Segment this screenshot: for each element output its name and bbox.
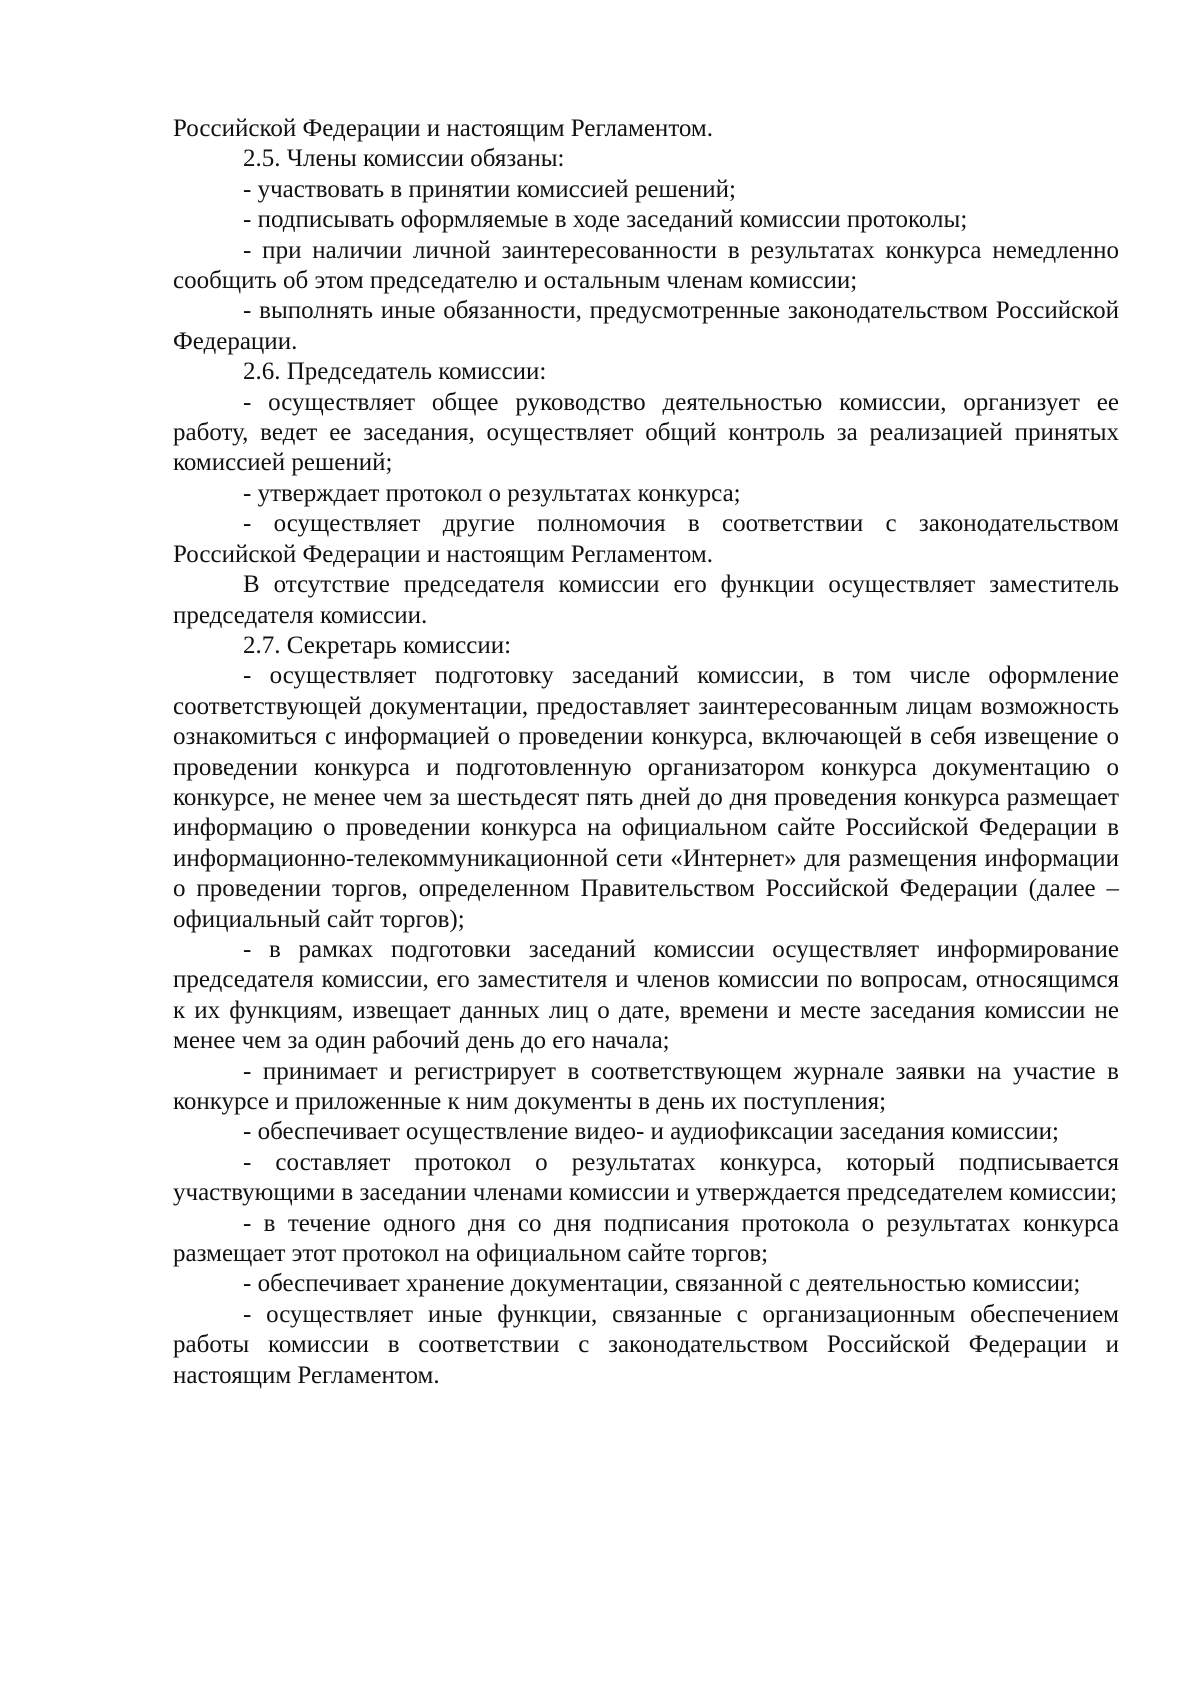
list-item: - осуществляет подготовку заседаний комиссии, в том числе оформление соответствующей документации, предоставляет заинтересованным лицам возможность ознакомиться с информацией о проведении конкурса, включающей в себя извещение о проведении конкурса и подготовленную организатором конкурса документацию о конкурсе, не менее чем за шестьдесят пять дней до дня проведения конкурса размещает информацию о проведении конкурса на официальном сайте Российской Федерации в информационно-телекоммуникационной сети «Интернет» для размещения информации о проведении торгов, определенном Правительством Российской Федерации (далее – официальный сайт торгов); [173,662,1119,933]
list-item: - при наличии личной заинтересованности в результатах конкурса немедленно сообщить об этом председателю и остальным членам комиссии; [173,236,1119,295]
list-item: - осуществляет иные функции, связанные с организационным обеспечением работы комиссии в соответствии с законодательством Российской Федерации и настоящим Регламентом. [173,1300,1119,1389]
list-item: - принимает и регистрирует в соответствующем журнале заявки на участие в конкурсе и приложенные к ним документы в день их поступления; [173,1057,1119,1115]
list-item: - участвовать в принятии комиссией решений; [243,175,736,203]
list-item: - осуществляет общее руководство деятельностью комиссии, организует ее работу, ведет ее заседания, осуществляет общий контроль за реализацией принятых комиссией решений; [173,388,1119,477]
list-item: - осуществляет другие полномочия в соответствии с законодательством Российской Федерации и настоящим Регламентом. [173,510,1119,568]
list-item: - в рамках подготовки заседаний комиссии осуществляет информирование председателя комиссии, его заместителя и членов комиссии по вопросам, относящимся к их функциям, извещает данных лиц о дате, времени и месте заседания комиссии не менее чем за один рабочий день до его начала; [173,935,1119,1055]
list-item: - обеспечивает хранение документации, связанной с деятельностью комиссии; [243,1270,1081,1298]
list-item: - подписывать оформляемые в ходе заседаний комиссии протоколы; [243,206,968,234]
document-page [173,114,1119,1391]
list-item: - выполнять иные обязанности, предусмотренные законодательством Российской Федерации. [173,297,1119,355]
list-item: - в течение одного дня со дня подписания протокола о результатах конкурса размещает этот протокол на официальном сайте торгов; [173,1209,1119,1268]
paragraph: В отсутствие председателя комиссии его функции осуществляет заместитель председателя комиссии. [173,571,1119,629]
list-item: - утверждает протокол о результатах конкурса; [243,479,741,507]
paragraph-continuation: Российской Федерации и настоящим Регламентом. [173,115,714,142]
section-heading-2-5: 2.5. Члены комиссии обязаны: [243,145,565,173]
list-item: - обеспечивает осуществление видео- и аудиофиксации заседания комиссии; [243,1118,1059,1146]
section-heading-2-6: 2.6. Председатель комиссии: [243,358,547,386]
list-item: - составляет протокол о результатах конкурса, который подписывается участвующими в заседании членами комиссии и утверждается председателем комиссии; [173,1148,1119,1207]
section-heading-2-7: 2.7. Секретарь комиссии: [243,631,512,659]
